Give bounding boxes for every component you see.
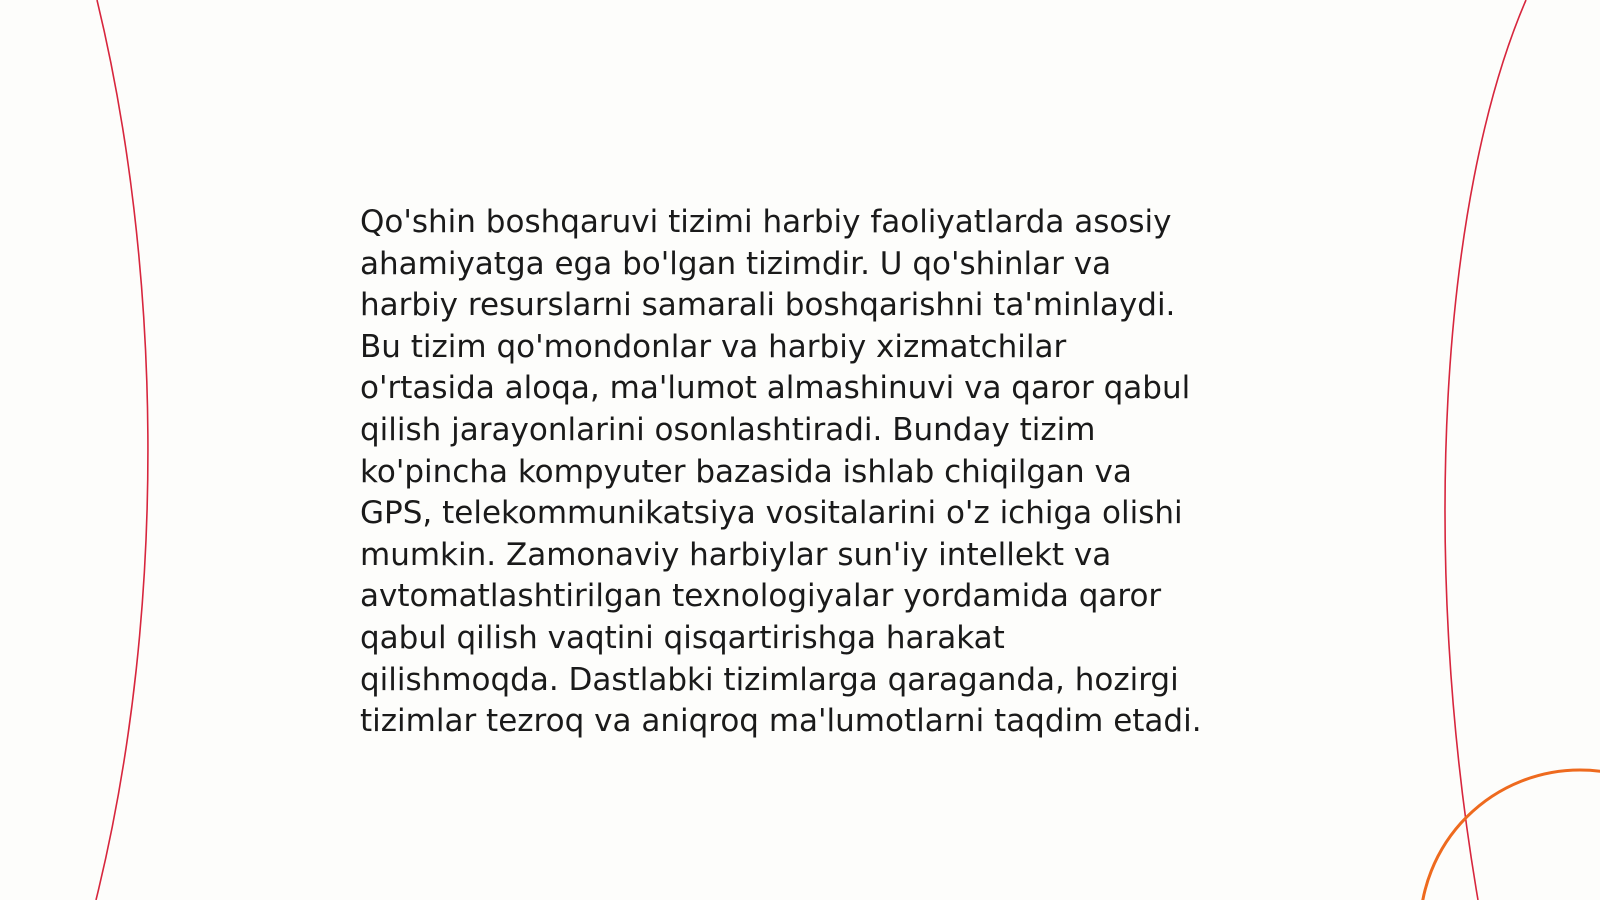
bottom-right-orange-circle [1420, 770, 1600, 900]
paragraph-line: GPS, telekommunikatsiya vositalarini o'z ichiga olishi [360, 495, 1183, 532]
paragraph-line: Bu tizim qo'mondonlar va harbiy xizmatchilar [360, 328, 1067, 365]
paragraph-line: qilishmoqda. Dastlabki tizimlarga qaraganda, hozirgi [360, 661, 1179, 698]
paragraph-line: tizimlar tezroq va aniqroq ma'lumotlarni taqdim etadi. [360, 703, 1202, 740]
right-red-arc [1445, 0, 1526, 900]
paragraph-line: avtomatlashtirilgan texnologiyalar yordamida qaror [360, 578, 1162, 615]
paragraph-line: qilish jarayonlarini osonlashtiradi. Bunday tizim [360, 411, 1096, 448]
body-paragraph [360, 202, 1260, 743]
paragraph-line: Qo'shin boshqaruvi tizimi harbiy faoliyatlarda asosiy [360, 204, 1172, 240]
paragraph-line: ahamiyatga ega bo'lgan tizimdir. U qo'shinlar va [360, 245, 1112, 282]
paragraph-line: mumkin. Zamonaviy harbiylar sun'iy intellekt va [360, 536, 1112, 573]
paragraph-line: o'rtasida aloqa, ma'lumot almashinuvi va qaror qabul [360, 370, 1191, 407]
paragraph-line: ko'pincha kompyuter bazasida ishlab chiqilgan va [360, 453, 1132, 490]
paragraph-line: qabul qilish vaqtini qisqartirishga harakat [360, 619, 1005, 656]
paragraph-line: harbiy resurslarni samarali boshqarishni ta'minlaydi. [360, 287, 1176, 324]
left-red-arc [96, 0, 148, 900]
